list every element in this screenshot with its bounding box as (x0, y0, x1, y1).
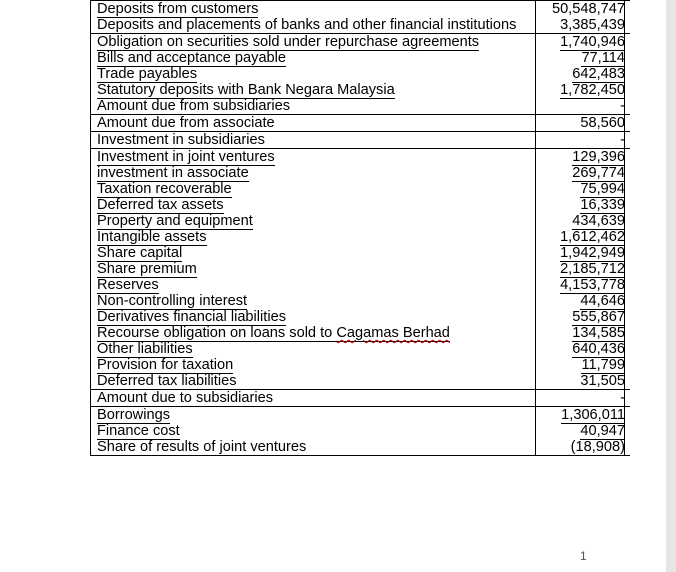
row-value: (18,908) (536, 439, 631, 456)
row-value: 134,585 (536, 325, 631, 341)
row-label: Reserves (97, 277, 159, 293)
row-label: Other liabilities (97, 341, 193, 357)
row-label: Share premium (97, 261, 197, 277)
row-value: 642,483 (536, 66, 631, 82)
table-row (91, 98, 630, 115)
table-row (91, 245, 630, 261)
table-row (91, 261, 630, 277)
row-label: Amount due from subsidiaries (97, 98, 291, 114)
row-value: 1,942,949 (536, 245, 631, 261)
table-row (91, 341, 630, 357)
table-row (91, 34, 630, 51)
spellcheck-word: Cagamas Berhad (336, 325, 450, 341)
table-row (91, 197, 630, 213)
row-value: 50,548,747 (536, 1, 631, 18)
row-label: Bills and acceptance payable (97, 50, 287, 66)
page-gutter (666, 0, 676, 572)
row-label: Share of results of joint ventures (97, 439, 307, 455)
table-row (91, 293, 630, 309)
row-value: 58,560 (536, 115, 631, 132)
row-value: 555,867 (536, 309, 631, 325)
table-row (91, 17, 630, 34)
row-label: Deposits from customers (97, 1, 259, 17)
table-row (91, 50, 630, 66)
row-value: 640,436 (536, 341, 631, 357)
row-label: Trade payables (97, 66, 198, 82)
row-value: 31,505 (536, 373, 631, 390)
table-row (91, 149, 630, 166)
row-value: 16,339 (536, 197, 631, 213)
row-label (91, 325, 536, 341)
row-label: Provision for taxation (97, 357, 234, 373)
row-value: 40,947 (536, 423, 631, 439)
label-prefix: Recourse obligation on loans sold to (97, 325, 337, 341)
row-label: Property and equipment (97, 213, 253, 229)
row-value: - (536, 390, 631, 407)
row-label: Amount due to subsidiaries (97, 390, 274, 406)
row-label: Deposits and placements of banks and other financial institutions (97, 17, 517, 33)
financial-items-table (91, 0, 630, 456)
row-value: 129,396 (536, 149, 631, 166)
row-label: Deferred tax liabilities (97, 373, 237, 389)
table-row (91, 213, 630, 229)
financial-table (90, 0, 625, 456)
row-value: 77,114 (536, 50, 631, 66)
row-label: Derivatives financial liabilities (97, 309, 286, 325)
table-row (91, 181, 630, 197)
row-value: 44,646 (536, 293, 631, 309)
page-number: 1 (580, 549, 587, 563)
row-value: 1,612,462 (536, 229, 631, 245)
table-row (91, 165, 630, 181)
table-row (91, 229, 630, 245)
table-row (91, 115, 630, 132)
row-label: Taxation recoverable (97, 181, 232, 197)
table-row (91, 357, 630, 373)
row-value: 11,799 (536, 357, 631, 373)
table-row (91, 390, 630, 407)
row-label: Obligation on securities sold under repurchase agreements (97, 34, 480, 50)
row-label: Investment in joint ventures (97, 149, 275, 165)
row-label: Intangible assets (97, 229, 207, 245)
row-value: 269,774 (536, 165, 631, 181)
table-row (91, 132, 630, 149)
row-value: 1,740,946 (536, 34, 631, 51)
table-row (91, 277, 630, 293)
row-label: Amount due from associate (97, 115, 275, 131)
table-row (91, 325, 630, 341)
table-row (91, 439, 630, 456)
table-row (91, 423, 630, 439)
row-label: Investment in subsidiaries (97, 132, 265, 148)
table-row (91, 407, 630, 424)
row-label: Share capital (97, 245, 183, 261)
table-row (91, 373, 630, 390)
row-value: 434,639 (536, 213, 631, 229)
row-value: 2,185,712 (536, 261, 631, 277)
row-value: 3,385,439 (536, 17, 631, 34)
row-value: - (536, 132, 631, 149)
row-value: 1,306,011 (536, 407, 631, 424)
row-label: Non-controlling interest (97, 293, 248, 309)
row-value: 4,153,778 (536, 277, 631, 293)
row-label: Borrowings (97, 407, 170, 423)
row-value: 1,782,450 (536, 82, 631, 98)
row-label: Deferred tax assets (97, 197, 224, 213)
row-label: investment in associate (97, 165, 249, 181)
row-value: 75,994 (536, 181, 631, 197)
table-row (91, 66, 630, 82)
table-row (91, 309, 630, 325)
row-label: Finance cost (97, 423, 180, 439)
row-value: - (536, 98, 631, 115)
table-row (91, 82, 630, 98)
row-label: Statutory deposits with Bank Negara Malaysia (97, 82, 395, 98)
table-row (91, 1, 630, 18)
